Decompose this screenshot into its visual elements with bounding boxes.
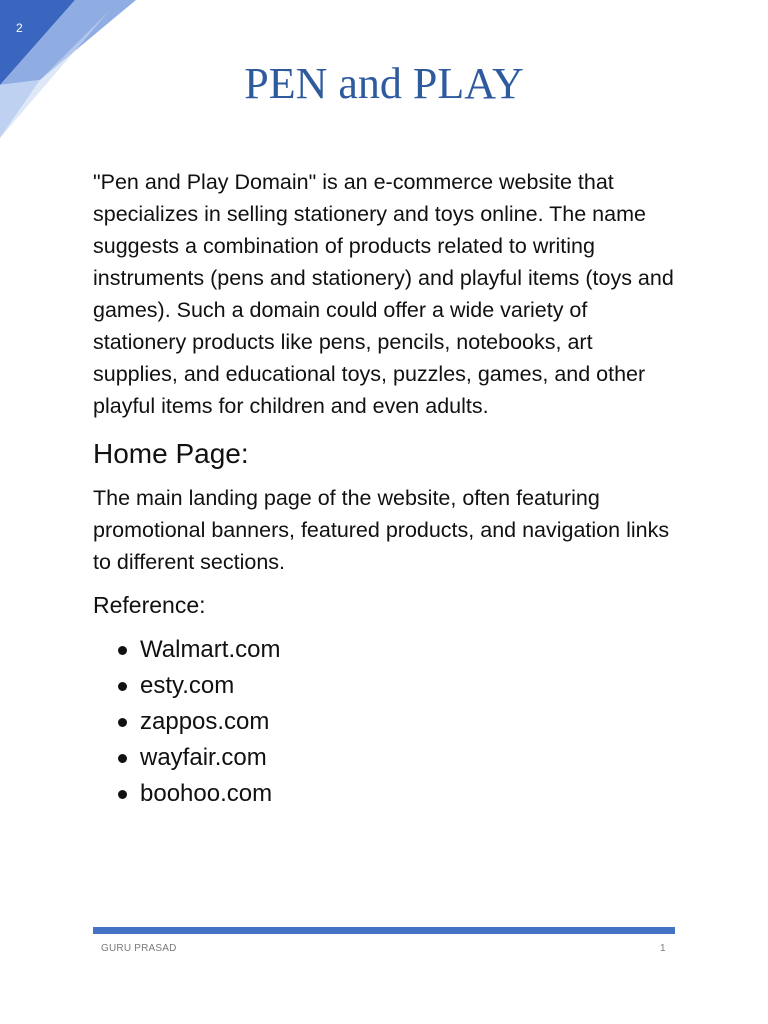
- document-body: [93, 166, 678, 812]
- reference-item-label: boohoo.com: [140, 780, 273, 807]
- list-item: [93, 776, 678, 812]
- reference-item-label: esty.com: [140, 672, 235, 699]
- bullet-icon: [118, 754, 127, 763]
- footer-author: GURU PRASAD: [101, 943, 177, 954]
- document-title: PEN and PLAY: [244, 59, 524, 108]
- footer-divider: [93, 927, 675, 934]
- reference-heading: Reference:: [93, 592, 206, 618]
- home-page-paragraph: The main landing page of the website, often featuring promotional banners, featured products, and navigation links to different sections.: [93, 486, 670, 574]
- page-badge: 2: [16, 21, 23, 35]
- bullet-icon: [118, 646, 127, 655]
- list-item: [93, 704, 678, 740]
- bullet-icon: [118, 682, 127, 691]
- reference-item-label: wayfair.com: [140, 744, 267, 771]
- reference-list: [93, 632, 678, 812]
- home-page-heading: Home Page:: [93, 438, 249, 469]
- footer-page-number: 1: [660, 943, 666, 954]
- intro-paragraph: "Pen and Play Domain" is an e-commerce website that specializes in selling stationery and toys online. The name suggests a combination of products related to writing instruments (pens and stationery) and playful items (toys and games). Such a domain could offer a wide variety of stationery products like pens, pencils, notebooks, art supplies, and educational toys, puzzles, games, and other playful items for children and even adults.: [93, 170, 674, 418]
- bullet-icon: [118, 790, 127, 799]
- bullet-icon: [118, 718, 127, 727]
- reference-item-label: zappos.com: [140, 708, 270, 735]
- list-item: [93, 740, 678, 776]
- reference-item-label: Walmart.com: [140, 636, 281, 663]
- list-item: [93, 632, 678, 668]
- list-item: [93, 668, 678, 704]
